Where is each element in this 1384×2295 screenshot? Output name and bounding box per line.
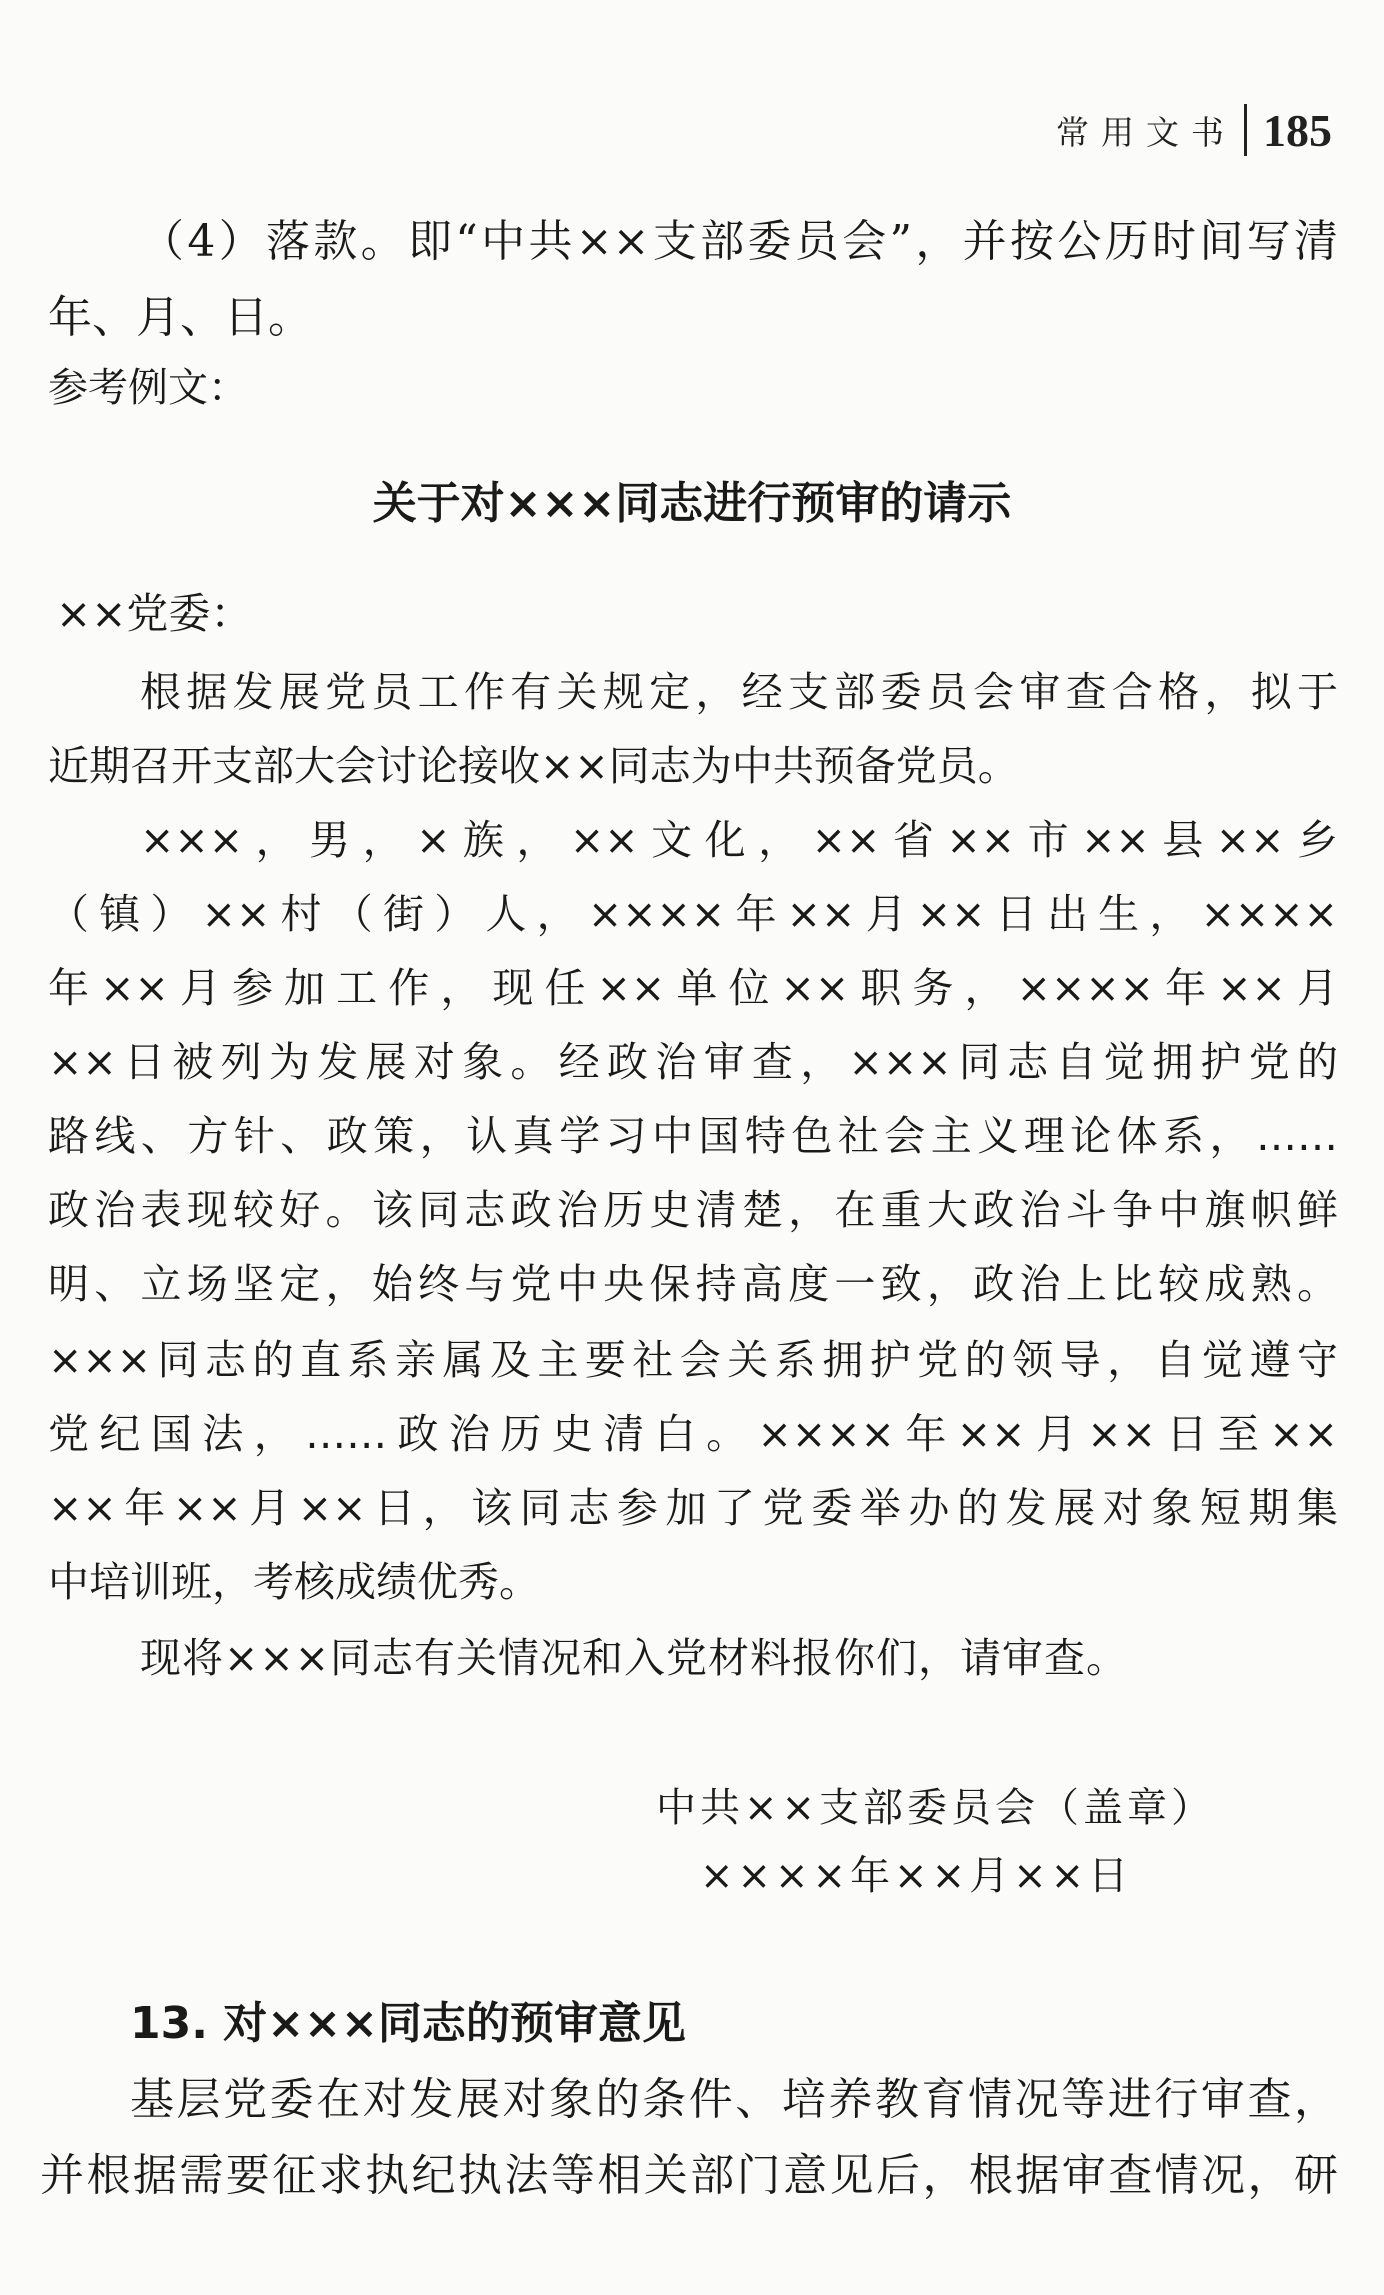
header-divider (1244, 104, 1247, 156)
paragraph-2-line: ××日被列为发展对象。经政治审查，×××同志自觉拥护党的 (48, 1038, 1338, 1086)
example-title: 关于对×××同志进行预审的请示 (372, 478, 1012, 529)
running-header (1056, 100, 1332, 160)
paragraph-2-line: 中培训班，考核成绩优秀。 (48, 1558, 540, 1606)
paragraph-1-line: 近期召开支部大会讨论接收××同志为中共预备党员。 (48, 742, 1019, 790)
intro-line-1: （4）落款。即“中共××支部委员会”，并按公历时间写清 (140, 216, 1338, 267)
paragraph-2-line: （镇）××村（街）人，××××年××月××日出生，×××× (48, 890, 1338, 938)
paragraph-2-line: 年××月参加工作，现任××单位××职务，××××年××月 (48, 964, 1338, 1012)
section-13-heading: 13. 对×××同志的预审意见 (130, 1998, 686, 2049)
section-13-line: 基层党委在对发展对象的条件、培养教育情况等进行审查， (130, 2074, 1338, 2125)
paragraph-2-line: ×××，男，×族，××文化，××省××市××县××乡 (140, 816, 1338, 864)
signature-organization: 中共××支部委员会（盖章） (656, 1785, 1216, 1831)
reference-label: 参考例文： (48, 365, 248, 411)
paragraph-1-line: 根据发展党员工作有关规定，经支部委员会审查合格，拟于 (140, 668, 1338, 716)
paragraph-2-line: 路线、方针、政策，认真学习中国特色社会主义理论体系，…… (48, 1112, 1338, 1160)
intro-line-2: 年、月、日。 (48, 292, 312, 343)
paragraph-2-line: 明、立场坚定，始终与党中央保持高度一致，政治上比较成熟。 (48, 1260, 1338, 1308)
paragraph-2-line: ×××同志的直系亲属及主要社会关系拥护党的领导，自觉遵守 (48, 1336, 1338, 1384)
section-13-line: 并根据需要征求执纪执法等相关部门意见后，根据审查情况，研 (40, 2150, 1338, 2201)
header-section-title: 常用文书 (1056, 112, 1236, 152)
paragraph-2-line: 政治表现较好。该同志政治历史清楚，在重大政治斗争中旗帜鲜 (48, 1186, 1338, 1234)
paragraph-2-line: 党纪国法，……政治历史清白。××××年××月××日至×× (48, 1410, 1338, 1458)
paragraph-2-line: ××年××月××日，该同志参加了党委举办的发展对象短期集 (48, 1484, 1338, 1532)
page-number: 185 (1263, 104, 1332, 156)
salutation: ××党委： (56, 589, 253, 638)
paragraph-3: 现将×××同志有关情况和入党材料报你们，请审查。 (140, 1634, 1129, 1682)
signature-date: ××××年××月××日 (700, 1853, 1133, 1899)
